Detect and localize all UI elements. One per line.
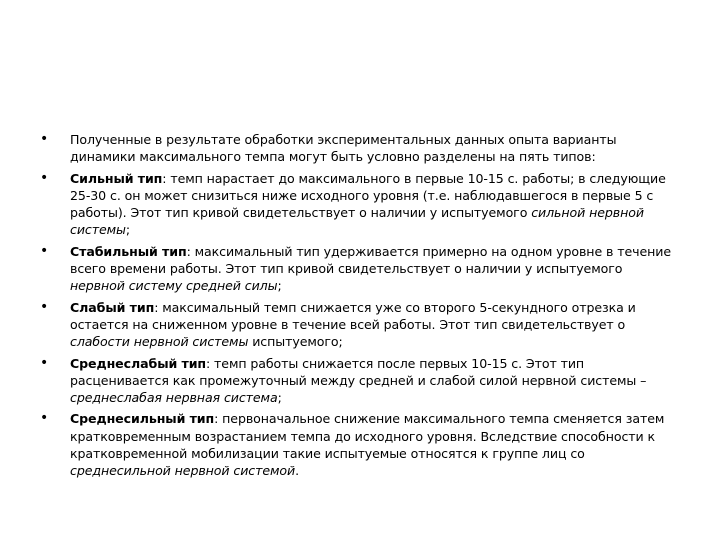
- bullet-list: [40, 131, 680, 484]
- type-tail: ;: [125, 222, 131, 238]
- type-conclusion: среднесильной нервной системой: [70, 463, 296, 479]
- intro-text: Полученные в результате обработки экспериментальных данных опыта варианты динамики максимального темпа могут быть условно разделены на пять типов:: [70, 132, 617, 165]
- bullet-item-strong-type: [40, 170, 680, 239]
- bullet-item-medium-strong-type: [40, 410, 680, 479]
- type-term: Среднесильный тип: [70, 411, 215, 427]
- bullet-icon: •: [40, 298, 49, 315]
- type-conclusion: слабости нервной системы: [70, 334, 249, 350]
- type-description: : первоначальное снижение максимального темпа сменяется затем кратковременным возрастанием темпа до исходного уровня. Вследствие способности к кратковременной мобилизации такие испытуемые относятся к группе лиц со: [70, 411, 665, 462]
- bullet-icon: •: [40, 169, 49, 186]
- bullet-icon: •: [40, 354, 49, 371]
- bullet-item-medium-weak-type: [40, 355, 680, 407]
- type-term: Стабильный тип: [70, 243, 187, 259]
- bullet-item-intro: [40, 131, 680, 166]
- type-description: : темп нарастает до максимального в первые 10-15 с. работы; в следующие 25-30 с. он может снизиться ниже исходного уровня (т.е. наблюдавшегося в первые 5 с работы). Этот тип кривой свидетельствует о наличии у испытуемого: [70, 170, 666, 221]
- bullet-icon: •: [40, 410, 49, 427]
- type-tail: испытуемого;: [248, 334, 343, 350]
- type-conclusion: сильной нервной системы: [70, 205, 644, 238]
- type-conclusion: среднеслабая нервная система: [70, 390, 278, 406]
- type-description: : темп работы снижается после первых 10-15 с. Этот тип расценивается как промежуточный между средней и слабой силой нервной системы –: [70, 355, 647, 388]
- type-tail: ;: [277, 278, 282, 294]
- type-description: : максимальный темп снижается уже со второго 5-секундного отрезка и остается на сниженном уровне в течение всей работы. Этот тип свидетельствует о: [70, 299, 636, 332]
- bullet-icon: •: [40, 131, 49, 147]
- type-term: Слабый тип: [70, 299, 155, 315]
- type-conclusion: нервной систему средней силы: [70, 278, 278, 294]
- bullet-icon: •: [40, 242, 49, 259]
- bullet-item-stable-type: [40, 243, 680, 295]
- type-description: : максимальный тип удерживается примерно на одном уровне в течение всего времени работы. Этот тип кривой свидетельствует о наличии у испытуемого: [70, 243, 671, 277]
- type-tail: ;: [277, 390, 282, 406]
- bullet-item-weak-type: [40, 299, 680, 351]
- type-term: Среднеслабый тип: [70, 355, 207, 371]
- type-term: Сильный тип: [70, 170, 163, 186]
- type-tail: .: [295, 463, 300, 479]
